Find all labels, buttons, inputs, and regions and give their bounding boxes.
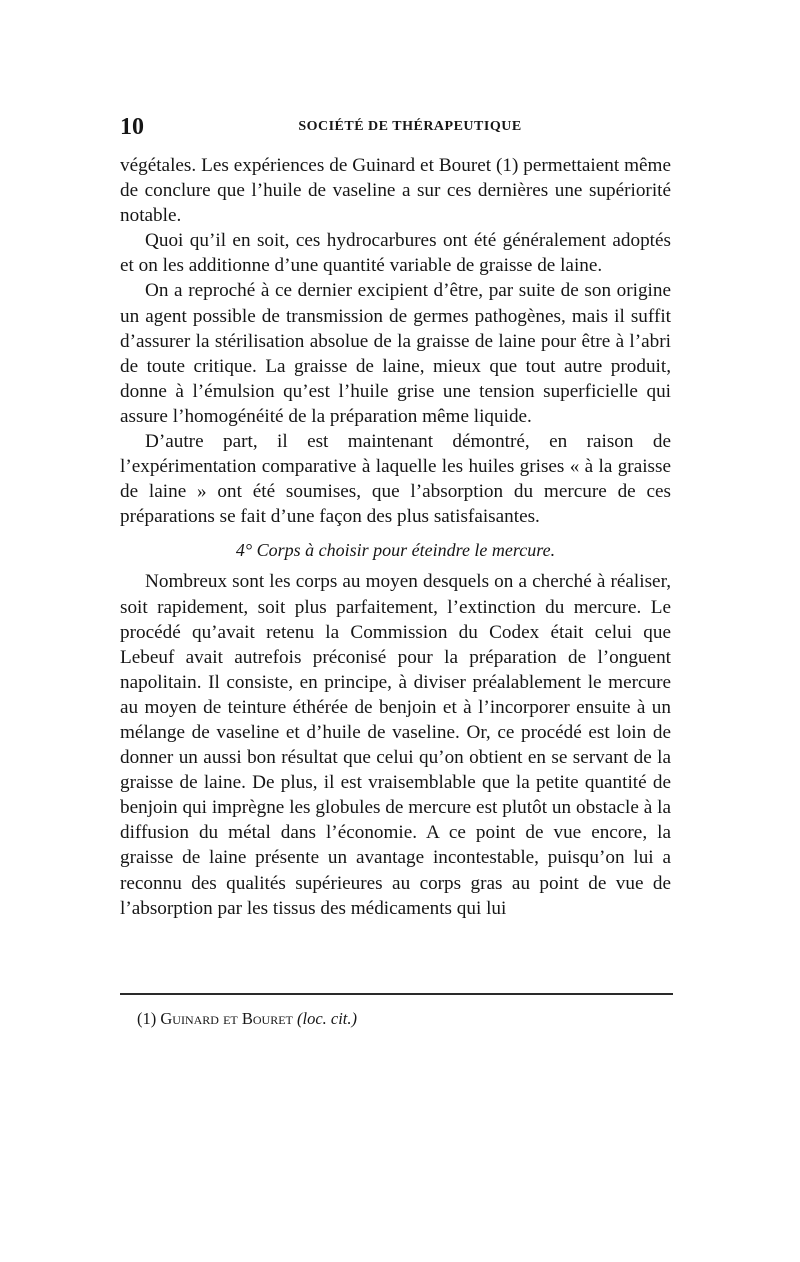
paragraph: On a reproché à ce dernier excipient d’être, par suite de son origine un agent possible de transmission de germes pathogènes, mais il suffit d’assurer la stérilisation absolue de la graisse de laine pour être à l’abri de toute critique. La graisse de laine, mieux que tout autre produit, donne à l’émulsion qu’est l’huile grise une tension superficielle qui assure l’homogénéité de la préparation même liquide.	[120, 280, 671, 427]
section-heading: 4° Corps à choisir pour éteindre le mercure.	[235, 540, 556, 561]
paragraph: Nombreux sont les corps au moyen desquels on a cherché à réaliser, soit rapidement, soit plus parfaitement, l’extinction du mercure. Le procédé qu’avait retenu la Commission du Codex était celui que Lebeuf avait autrefois préconisé pour la préparation de l’onguent napolitain. Il consiste, en principe, à diviser préalablement le mercure au moyen de teinture éthérée de benjoin et à l’incorporer ensuite à un mélange de vaseline et d’huile de vaseline. Or, ce procédé est loin de donner un aussi bon résultat que celui qu’on obtient en se servant de la graisse de laine. De plus, il est vraisemblable que la petite quantité de benjoin qui imprègne les globules de mercure est plutôt un obstacle à la diffusion du métal dans l’économie. A ce point de vue encore, la graisse de laine présente un avantage incontestable, puisqu’on lui a reconnu des qualités supérieures au corps gras au point de vue de l’absorption par les tissus des médicaments qui lui	[120, 571, 671, 919]
paragraph: Quoi qu’il en soit, ces hydrocarbures ont été généralement adoptés et on les additionne d’une quantité variable de graisse de laine.	[120, 230, 671, 277]
running-head: SOCIÉTÉ DE THÉRAPEUTIQUE	[298, 119, 522, 134]
body-text	[120, 153, 671, 921]
paragraph: végétales. Les expériences de Guinard et Bouret (1) permettaient même de conclure que l’huile de vaseline a sur ces dernières une supériorité notable.	[120, 155, 671, 227]
footnote	[137, 1007, 357, 1031]
footnote-rule	[120, 993, 673, 995]
footnote-marker: (1)	[137, 1009, 157, 1028]
footnote-authors: Guinard et Bouret	[160, 1009, 293, 1028]
footnote-citation: (loc. cit.)	[297, 1009, 358, 1028]
page-number: 10	[120, 114, 144, 140]
paragraph: D’autre part, il est maintenant démontré, en raison de l’expérimentation comparative à laquelle les huiles grises « à la graisse de laine » ont été soumises, que l’absorption du mercure de ces préparations se fait d’une façon des plus satisfaisantes.	[120, 431, 671, 528]
page-header	[120, 112, 670, 142]
